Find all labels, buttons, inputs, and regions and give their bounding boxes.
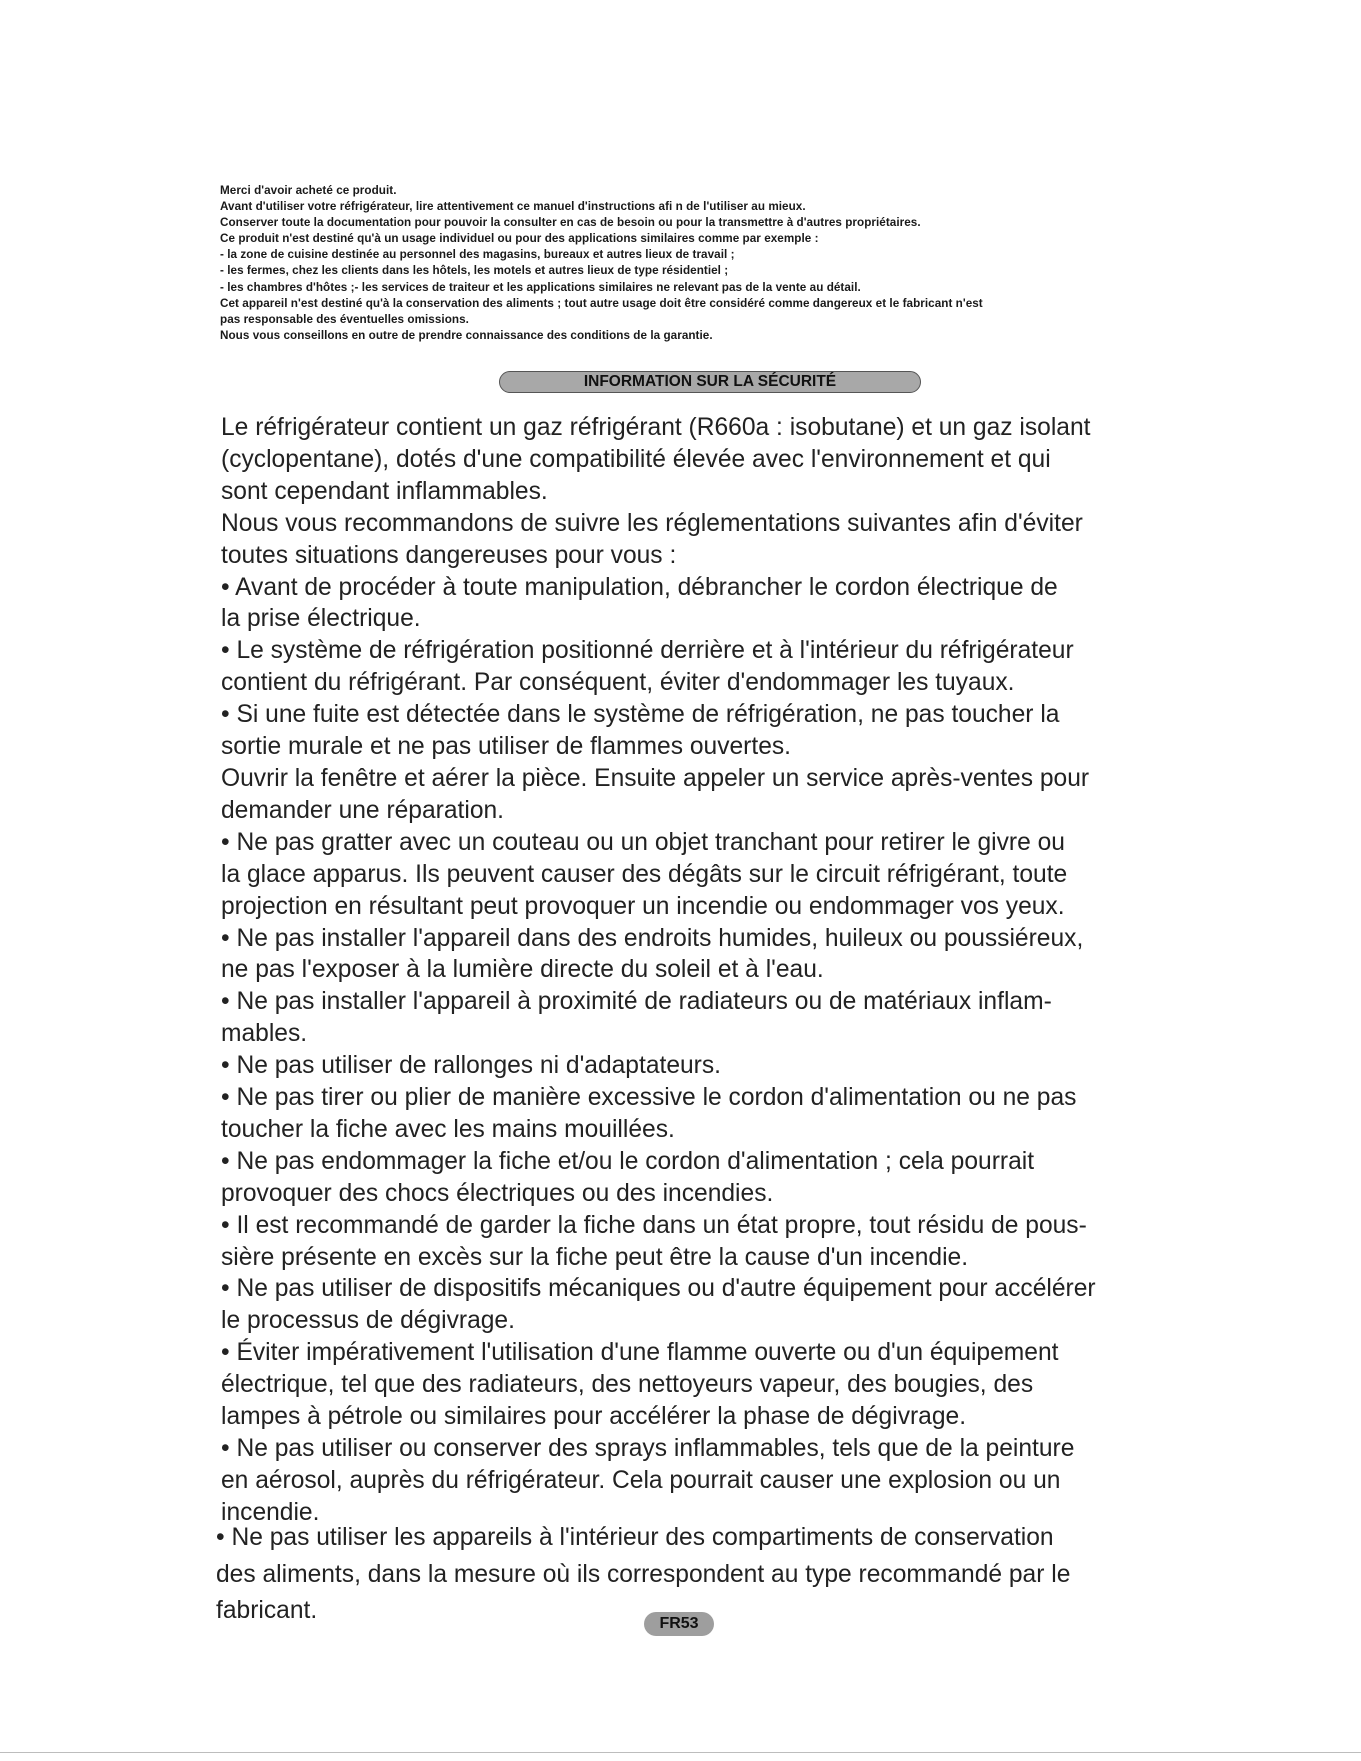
intro-line: - les fermes, chez les clients dans les hôtels, les motels et autres lieux de type résidentiel ; [220,264,729,278]
intro-line: Merci d'avoir acheté ce produit. [220,184,397,197]
body-line: • Le système de réfrigération positionné derrière et à l'intérieur du réfrigérateur [221,637,1074,665]
body-line: • Il est recommandé de garder la fiche dans un état propre, tout résidu de pous- [221,1211,1087,1239]
intro-line: Avant d'utiliser votre réfrigérateur, lire attentivement ce manuel d'instructions afi n de l'utiliser au mieux. [220,200,806,214]
body-line: lampes à pétrole ou similaires pour accélérer la phase de dégivrage. [221,1403,967,1431]
body-line: • Avant de procéder à toute manipulation, débrancher le cordon électrique de [221,573,1058,601]
body-line: Nous vous recommandons de suivre les réglementations suivantes afin d'éviter [221,509,1083,537]
body-line: projection en résultant peut provoquer un incendie ou endommager vos yeux. [221,892,1065,920]
intro-paragraph [220,183,1180,344]
body-line: • Ne pas gratter avec un couteau ou un objet tranchant pour retirer le givre ou [221,828,1065,856]
page-number-badge: FR53 [644,1612,714,1636]
page-edge-divider [0,1752,1361,1753]
body-line: • Ne pas utiliser ou conserver des sprays inflammables, tels que de la peinture [221,1435,1075,1462]
body-line: mables. [221,1020,308,1048]
intro-line: - les chambres d'hôtes ;- les services de traiteur et les applications similaires ne relevant pas de la vente au détail. [220,280,861,294]
body-line: la prise électrique. [221,605,421,633]
body-line: provoquer des chocs électriques ou des incendies. [221,1179,774,1207]
body-line: en aérosol, auprès du réfrigérateur. Cela pourrait causer une explosion ou un [221,1466,1061,1494]
body-line: • Éviter impérativement l'utilisation d'une flamme ouverte ou d'un équipement [221,1339,1059,1367]
body-line: ne pas l'exposer à la lumière directe du soleil et à l'eau. [221,956,824,984]
body-line: la glace apparus. Ils peuvent causer des dégâts sur le circuit réfrigérant, toute [221,860,1068,888]
body-line: (cyclopentane), dotés d'une compatibilité élevée avec l'environnement et qui [221,445,1051,473]
body-line: toutes situations dangereuses pour vous : [221,541,677,569]
body-line: • Ne pas utiliser de rallonges ni d'adaptateurs. [221,1052,722,1080]
intro-line: Cet appareil n'est destiné qu'à la conservation des aliments ; tout autre usage doit être considéré comme dangereux et le fabricant n'est [220,296,983,310]
body-line: sière présente en excès sur la fiche peut être la cause d'un incendie. [221,1243,969,1271]
body-line: • Ne pas endommager la fiche et/ou le cordon d'alimentation ; cela pourrait [221,1147,1035,1175]
body-line: sont cependant inflammables. [221,477,548,505]
last-line: fabricant. [216,1597,318,1624]
body-line: contient du réfrigérant. Par conséquent, éviter d'endommager les tuyaux. [221,669,1015,697]
body-line: Ouvrir la fenêtre et aérer la pièce. Ensuite appeler un service après-ventes pour [221,764,1090,792]
body-line: • Ne pas installer l'appareil à proximité de radiateurs ou de matériaux inflam- [221,988,1052,1016]
body-line: • Si une fuite est détectée dans le système de réfrigération, ne pas toucher la [221,701,1060,729]
body-line: le processus de dégivrage. [221,1307,515,1335]
intro-line: pas responsable des éventuelles omissions. [220,312,469,326]
safety-instructions [221,412,1156,1529]
intro-line: - la zone de cuisine destinée au personnel des magasins, bureaux et autres lieux de travail ; [220,248,735,262]
intro-line: Conserver toute la documentation pour pouvoir la consulter en cas de besoin ou pour la transmettre à d'autres propriétaires. [220,216,921,230]
body-line: • Ne pas installer l'appareil dans des endroits humides, huileux ou poussiéreux, [221,924,1084,952]
body-line: Le réfrigérateur contient un gaz réfrigérant (R660a : isobutane) et un gaz isolant [221,414,1091,441]
intro-line: Ce produit n'est destiné qu'à un usage individuel ou pour des applications similaires comme par exemple : [220,232,819,246]
last-line: des aliments, dans la mesure où ils correspondent au type recommandé par le [216,1560,1071,1588]
body-line: sortie murale et ne pas utiliser de flammes ouvertes. [221,733,792,761]
body-line: • Ne pas tirer ou plier de manière excessive le cordon d'alimentation ou ne pas [221,1084,1077,1112]
body-line: toucher la fiche avec les mains mouillées. [221,1115,675,1143]
body-line: • Ne pas utiliser de dispositifs mécaniques ou d'autre équipement pour accélérer [221,1275,1096,1303]
body-line: électrique, tel que des radiateurs, des nettoyeurs vapeur, des bougies, des [221,1371,1034,1399]
body-line: demander une réparation. [221,796,505,824]
intro-line: Nous vous conseillons en outre de prendre connaissance des conditions de la garantie. [220,328,713,342]
last-line: • Ne pas utiliser les appareils à l'intérieur des compartiments de conservation [216,1524,1054,1551]
section-title: INFORMATION SUR LA SÉCURITÉ [499,371,921,393]
body-line: incendie. [221,1498,320,1526]
